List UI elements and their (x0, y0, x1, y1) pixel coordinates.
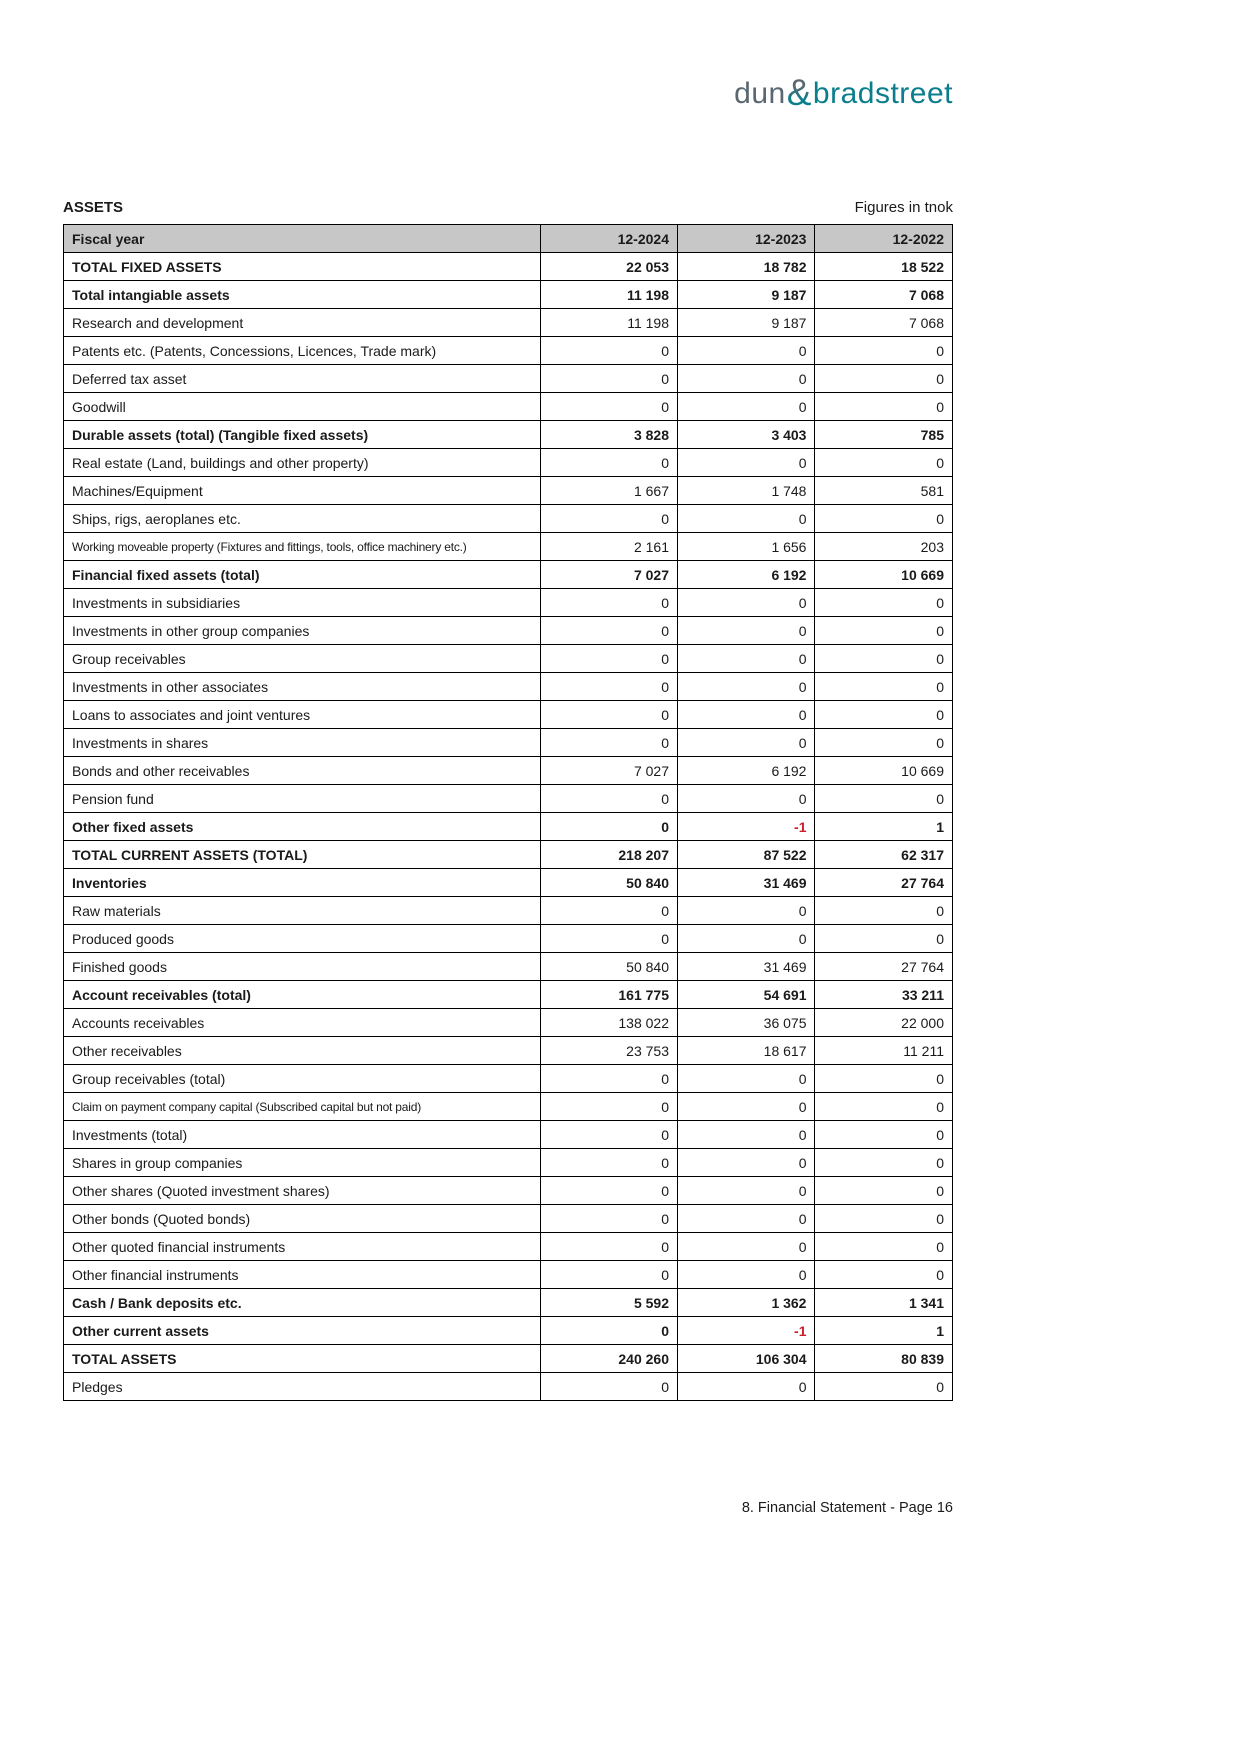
row-value: 0 (815, 729, 953, 757)
row-value: 9 187 (678, 281, 815, 309)
table-row (64, 869, 953, 897)
row-label: Loans to associates and joint ventures (64, 701, 541, 729)
row-value: 0 (815, 449, 953, 477)
row-value: 0 (678, 365, 815, 393)
row-value: 0 (540, 645, 677, 673)
row-value: 3 403 (678, 421, 815, 449)
row-label: TOTAL CURRENT ASSETS (TOTAL) (64, 841, 541, 869)
row-value: 36 075 (678, 1009, 815, 1037)
row-value: 161 775 (540, 981, 677, 1009)
table-row (64, 1149, 953, 1177)
assets-table-body (64, 253, 953, 1401)
page (63, 0, 953, 1754)
table-header-row (64, 225, 953, 253)
row-value: 1 656 (678, 533, 815, 561)
row-value: 27 764 (815, 869, 953, 897)
row-value: 0 (540, 813, 677, 841)
row-value: 0 (678, 1149, 815, 1177)
table-row (64, 533, 953, 561)
row-label: Investments in shares (64, 729, 541, 757)
row-label: Investments in other group companies (64, 617, 541, 645)
row-value: 3 828 (540, 421, 677, 449)
table-row (64, 1373, 953, 1401)
row-label: Other financial instruments (64, 1261, 541, 1289)
row-value: 0 (540, 505, 677, 533)
table-row (64, 1009, 953, 1037)
table-row (64, 701, 953, 729)
row-label: TOTAL FIXED ASSETS (64, 253, 541, 281)
row-label: Produced goods (64, 925, 541, 953)
table-row (64, 925, 953, 953)
row-value: 6 192 (678, 561, 815, 589)
row-label: Other receivables (64, 1037, 541, 1065)
row-value: -1 (678, 813, 815, 841)
row-value: 0 (815, 925, 953, 953)
table-row (64, 253, 953, 281)
row-value: 240 260 (540, 1345, 677, 1373)
assets-table (63, 224, 953, 1401)
row-label: Cash / Bank deposits etc. (64, 1289, 541, 1317)
row-value: 22 053 (540, 253, 677, 281)
row-label: Investments in subsidiaries (64, 589, 541, 617)
row-value: 1 341 (815, 1289, 953, 1317)
row-value: 0 (540, 365, 677, 393)
table-row (64, 309, 953, 337)
row-label: Claim on payment company capital (Subscribed capital but not paid) (64, 1093, 541, 1121)
row-value: 0 (540, 1121, 677, 1149)
row-value: 0 (678, 393, 815, 421)
row-value: 6 192 (678, 757, 815, 785)
row-value: 0 (540, 729, 677, 757)
table-row (64, 617, 953, 645)
table-row (64, 673, 953, 701)
row-value: 0 (678, 1233, 815, 1261)
row-label: Machines/Equipment (64, 477, 541, 505)
row-value: 0 (678, 1373, 815, 1401)
table-row (64, 589, 953, 617)
row-value: 0 (540, 393, 677, 421)
row-value: 0 (815, 1373, 953, 1401)
row-label: Other fixed assets (64, 813, 541, 841)
row-value: 54 691 (678, 981, 815, 1009)
row-value: 11 211 (815, 1037, 953, 1065)
row-label: Financial fixed assets (total) (64, 561, 541, 589)
row-label: Research and development (64, 309, 541, 337)
row-value: 0 (815, 1121, 953, 1149)
row-value: 0 (815, 1149, 953, 1177)
row-value: 1 667 (540, 477, 677, 505)
table-row (64, 1093, 953, 1121)
row-label: Patents etc. (Patents, Concessions, Licences, Trade mark) (64, 337, 541, 365)
row-label: Inventories (64, 869, 541, 897)
row-value: 0 (678, 673, 815, 701)
column-header-fiscal-year: Fiscal year (64, 225, 541, 253)
row-label: Finished goods (64, 953, 541, 981)
row-label: Accounts receivables (64, 1009, 541, 1037)
row-value: 31 469 (678, 953, 815, 981)
row-label: Other current assets (64, 1317, 541, 1345)
row-value: 0 (540, 1373, 677, 1401)
logo-ampersand-icon: & (786, 72, 812, 113)
table-row (64, 1205, 953, 1233)
row-value: 0 (678, 617, 815, 645)
row-value: 0 (815, 1261, 953, 1289)
row-label: Group receivables (64, 645, 541, 673)
row-value: 218 207 (540, 841, 677, 869)
row-label: Ships, rigs, aeroplanes etc. (64, 505, 541, 533)
row-value: 27 764 (815, 953, 953, 981)
page-title: ASSETS (63, 199, 124, 216)
table-row (64, 1317, 953, 1345)
row-value: 0 (815, 1233, 953, 1261)
row-value: 0 (540, 1149, 677, 1177)
table-row (64, 365, 953, 393)
row-label: Investments in other associates (64, 673, 541, 701)
row-value: 203 (815, 533, 953, 561)
row-value: 1 748 (678, 477, 815, 505)
table-row (64, 1037, 953, 1065)
row-value: 0 (678, 701, 815, 729)
table-row (64, 813, 953, 841)
table-row (64, 1177, 953, 1205)
row-value: 0 (815, 589, 953, 617)
row-value: 0 (540, 449, 677, 477)
figures-unit-note: Figures in tnok (854, 199, 953, 216)
row-value: 1 (815, 1317, 953, 1345)
row-value: 0 (540, 337, 677, 365)
table-row (64, 981, 953, 1009)
table-row (64, 561, 953, 589)
table-row (64, 953, 953, 981)
table-row (64, 477, 953, 505)
row-value: 0 (540, 1177, 677, 1205)
row-value: 0 (540, 1261, 677, 1289)
row-value: 80 839 (815, 1345, 953, 1373)
column-header-year: 12-2024 (540, 225, 677, 253)
row-value: 0 (815, 337, 953, 365)
row-value: -1 (678, 1317, 815, 1345)
row-value: 0 (540, 1065, 677, 1093)
row-value: 0 (815, 1065, 953, 1093)
row-value: 0 (815, 617, 953, 645)
row-value: 11 198 (540, 309, 677, 337)
row-value: 33 211 (815, 981, 953, 1009)
table-row (64, 841, 953, 869)
row-value: 0 (815, 673, 953, 701)
table-row (64, 729, 953, 757)
row-label: Raw materials (64, 897, 541, 925)
row-value: 1 (815, 813, 953, 841)
table-row (64, 1233, 953, 1261)
logo-text-dun: dun (734, 77, 786, 110)
row-label: Pension fund (64, 785, 541, 813)
row-label: Other quoted financial instruments (64, 1233, 541, 1261)
row-label: Goodwill (64, 393, 541, 421)
row-value: 0 (540, 589, 677, 617)
row-value: 11 198 (540, 281, 677, 309)
row-value: 0 (815, 785, 953, 813)
row-value: 0 (815, 701, 953, 729)
row-label: Real estate (Land, buildings and other property) (64, 449, 541, 477)
row-value: 0 (678, 1121, 815, 1149)
row-label: Group receivables (total) (64, 1065, 541, 1093)
row-value: 0 (540, 1093, 677, 1121)
row-value: 0 (815, 505, 953, 533)
row-value: 0 (815, 1205, 953, 1233)
page-footer: 8. Financial Statement - Page 16 (741, 1500, 953, 1516)
row-label: Shares in group companies (64, 1149, 541, 1177)
row-value: 2 161 (540, 533, 677, 561)
table-row (64, 645, 953, 673)
row-value: 0 (678, 1177, 815, 1205)
table-row (64, 1345, 953, 1373)
row-value: 18 617 (678, 1037, 815, 1065)
table-row (64, 757, 953, 785)
row-value: 10 669 (815, 757, 953, 785)
table-row (64, 897, 953, 925)
row-value: 0 (815, 1093, 953, 1121)
row-value: 31 469 (678, 869, 815, 897)
row-label: Account receivables (total) (64, 981, 541, 1009)
row-value: 1 362 (678, 1289, 815, 1317)
row-value: 18 782 (678, 253, 815, 281)
row-value: 7 027 (540, 757, 677, 785)
row-value: 0 (678, 1093, 815, 1121)
table-row (64, 1289, 953, 1317)
table-row (64, 393, 953, 421)
row-value: 0 (815, 1177, 953, 1205)
row-value: 0 (540, 925, 677, 953)
row-value: 18 522 (815, 253, 953, 281)
row-value: 0 (678, 337, 815, 365)
row-value: 0 (678, 1261, 815, 1289)
row-value: 785 (815, 421, 953, 449)
row-label: Other shares (Quoted investment shares) (64, 1177, 541, 1205)
row-value: 0 (678, 897, 815, 925)
row-value: 7 027 (540, 561, 677, 589)
row-value: 0 (540, 1233, 677, 1261)
row-value: 0 (678, 589, 815, 617)
row-value: 0 (678, 925, 815, 953)
row-value: 138 022 (540, 1009, 677, 1037)
row-value: 9 187 (678, 309, 815, 337)
table-row (64, 505, 953, 533)
row-value: 0 (540, 701, 677, 729)
row-value: 62 317 (815, 841, 953, 869)
row-value: 0 (678, 449, 815, 477)
table-row (64, 337, 953, 365)
row-label: Total intangiable assets (64, 281, 541, 309)
row-value: 50 840 (540, 953, 677, 981)
logo-text-bradstreet: bradstreet (812, 77, 953, 110)
row-value: 0 (678, 645, 815, 673)
row-value: 50 840 (540, 869, 677, 897)
row-value: 23 753 (540, 1037, 677, 1065)
table-row (64, 421, 953, 449)
row-value: 0 (540, 1205, 677, 1233)
row-value: 0 (815, 393, 953, 421)
row-label: Bonds and other receivables (64, 757, 541, 785)
row-label: Investments (total) (64, 1121, 541, 1149)
row-value: 22 000 (815, 1009, 953, 1037)
row-value: 581 (815, 477, 953, 505)
table-row (64, 785, 953, 813)
row-value: 0 (540, 897, 677, 925)
row-value: 0 (540, 617, 677, 645)
row-value: 7 068 (815, 281, 953, 309)
row-value: 5 592 (540, 1289, 677, 1317)
row-value: 0 (540, 785, 677, 813)
row-value: 0 (540, 673, 677, 701)
row-value: 0 (815, 897, 953, 925)
row-label: Other bonds (Quoted bonds) (64, 1205, 541, 1233)
row-value: 0 (540, 1317, 677, 1345)
row-value: 0 (678, 785, 815, 813)
table-row (64, 281, 953, 309)
dun-bradstreet-logo (734, 70, 953, 112)
row-label: Durable assets (total) (Tangible fixed assets) (64, 421, 541, 449)
column-header-year: 12-2023 (678, 225, 815, 253)
row-value: 106 304 (678, 1345, 815, 1373)
row-label: Pledges (64, 1373, 541, 1401)
row-value: 0 (678, 505, 815, 533)
row-label: TOTAL ASSETS (64, 1345, 541, 1373)
table-row (64, 1121, 953, 1149)
row-value: 0 (678, 1065, 815, 1093)
row-label: Deferred tax asset (64, 365, 541, 393)
table-row (64, 1065, 953, 1093)
row-value: 7 068 (815, 309, 953, 337)
table-row (64, 1261, 953, 1289)
table-row (64, 449, 953, 477)
row-label: Working moveable property (Fixtures and fittings, tools, office machinery etc.) (64, 533, 541, 561)
row-value: 0 (678, 729, 815, 757)
row-value: 10 669 (815, 561, 953, 589)
row-value: 0 (815, 365, 953, 393)
row-value: 87 522 (678, 841, 815, 869)
row-value: 0 (815, 645, 953, 673)
row-value: 0 (678, 1205, 815, 1233)
column-header-year: 12-2022 (815, 225, 953, 253)
